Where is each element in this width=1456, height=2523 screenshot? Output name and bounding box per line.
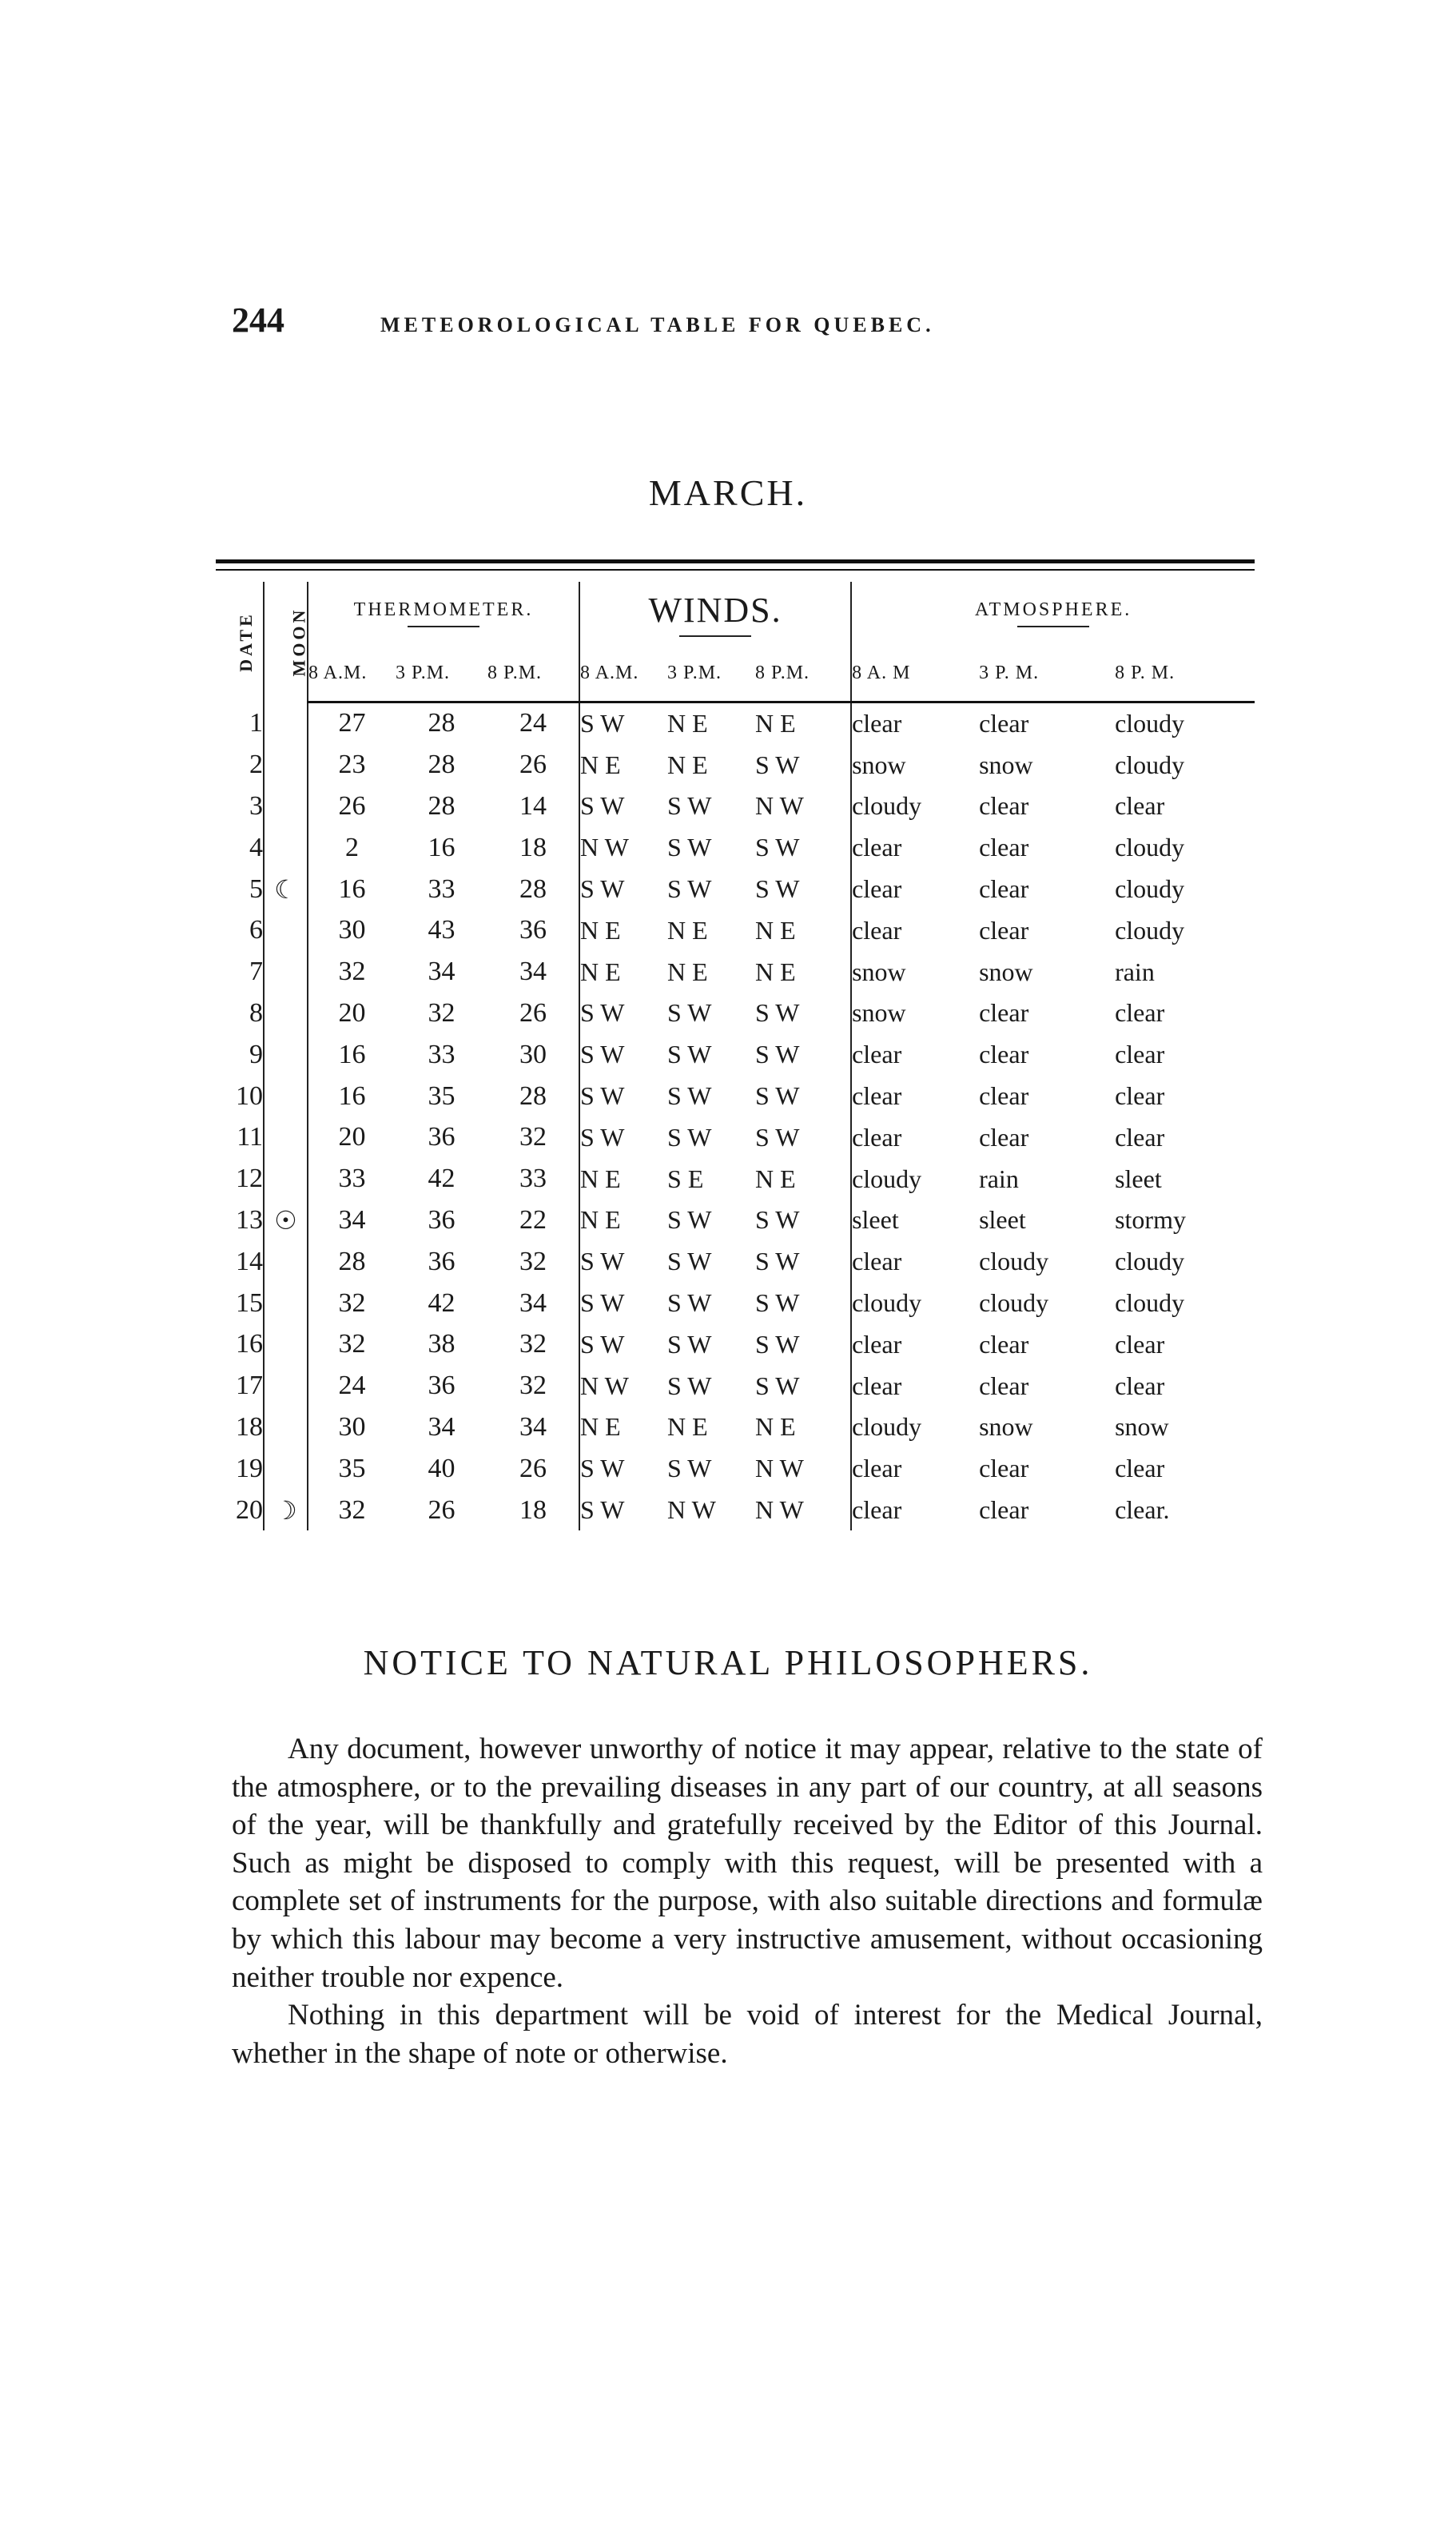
wind-3pm-cell: S E bbox=[667, 1164, 704, 1193]
wind-3pm-cell: S W bbox=[667, 1040, 712, 1069]
atm-3pm-cell: clear bbox=[979, 1081, 1029, 1111]
wind-8pm-cell: S W bbox=[755, 1283, 851, 1324]
therm-3pm-cell: 33 bbox=[428, 1039, 455, 1069]
wind-8am-cell: S W bbox=[580, 791, 625, 821]
atm-8pm-cell: cloudy bbox=[1115, 708, 1185, 738]
therm-8am-cell: 35 bbox=[338, 1453, 366, 1483]
atm-8am-cell: cloudy bbox=[852, 791, 922, 821]
wind-8pm-cell: N E bbox=[755, 702, 851, 744]
atm-8pm-cell: clear bbox=[1115, 1329, 1165, 1359]
notice-paragraph-1: Any document, however unworthy of notice it may appear, relative to the state of the atmosphere, or to the prevailing diseases in any part of our country, at all seasons of the year, will be thankfully and gratefully received by the Editor of this Journal. Such as might be disposed to comply with this request, will be presented with a complete set of instruments for the purpose, with also suitable directions and formulæ by which this labour may become a very instructive amusement, without occasioning neither trouble nor expence. bbox=[232, 1733, 1263, 1994]
moon-cell bbox=[264, 1158, 308, 1200]
therm-8pm-cell: 34 bbox=[487, 951, 579, 993]
atm-3pm-cell: sleet bbox=[979, 1205, 1026, 1235]
atm-8am-cell: snow bbox=[852, 998, 906, 1028]
atm-8am-cell: clear bbox=[852, 1247, 902, 1276]
table-row bbox=[216, 786, 1255, 827]
atm-8am-cell: sleet bbox=[852, 1205, 899, 1235]
date-cell: 20 bbox=[216, 1490, 264, 1531]
atm-8am-cell: snow bbox=[852, 750, 906, 779]
atm-3pm-cell: clear bbox=[979, 1040, 1029, 1069]
wind-3pm-cell: S W bbox=[667, 1081, 712, 1111]
date-cell: 9 bbox=[216, 1034, 264, 1076]
atm-3pm-cell: clear bbox=[979, 708, 1029, 738]
therm-8am-cell: 27 bbox=[338, 708, 366, 738]
wind-8am-cell: N E bbox=[580, 1412, 621, 1442]
wind-3pm-cell: S W bbox=[667, 1329, 712, 1359]
therm-3pm-cell: 42 bbox=[428, 1287, 455, 1318]
atm-8pm-cell: clear bbox=[1115, 1371, 1165, 1400]
atm-3pm-cell: snow bbox=[979, 750, 1033, 779]
therm-8pm-cell: 22 bbox=[487, 1200, 579, 1241]
moon-cell bbox=[264, 1448, 308, 1490]
therm-8pm-cell: 32 bbox=[487, 1241, 579, 1283]
atm-8pm-cell: cloudy bbox=[1115, 1288, 1185, 1318]
notice-title: NOTICE TO NATURAL PHILOSOPHERS. bbox=[363, 1643, 1093, 1682]
therm-3pm-cell: 32 bbox=[428, 997, 455, 1028]
atm-8am-cell: clear bbox=[852, 1122, 902, 1152]
wind-8am-cell: S W bbox=[580, 1081, 625, 1111]
atm-8pm-cell: clear bbox=[1115, 791, 1165, 821]
wind-3pm-cell: S W bbox=[667, 1205, 712, 1235]
page-number: 244 bbox=[232, 300, 284, 340]
therm-3pm-cell: 42 bbox=[428, 1164, 455, 1194]
wind-8pm-cell: N E bbox=[755, 1158, 851, 1200]
wind-3pm-cell: S W bbox=[667, 791, 712, 821]
table-row bbox=[216, 869, 1255, 910]
table-row bbox=[216, 1241, 1255, 1283]
therm-8pm-cell: 28 bbox=[487, 1076, 579, 1117]
winds-head: WINDS. bbox=[579, 582, 851, 646]
date-cell: 6 bbox=[216, 909, 264, 951]
wind-8am-cell: S W bbox=[580, 1329, 625, 1359]
wind-3pm-cell: N E bbox=[667, 708, 708, 738]
therm-8pm-cell: 34 bbox=[487, 1407, 579, 1448]
date-cell: 17 bbox=[216, 1365, 264, 1407]
wind-8am-cell: S W bbox=[580, 1040, 625, 1069]
moon-cell bbox=[264, 827, 308, 869]
date-cell: 8 bbox=[216, 993, 264, 1034]
therm-8am-cell: 23 bbox=[338, 750, 366, 780]
wind-8pm-cell: S W bbox=[755, 744, 851, 786]
therm-8pm-cell: 24 bbox=[487, 702, 579, 744]
table-row bbox=[216, 909, 1255, 951]
table-row bbox=[216, 1034, 1255, 1076]
wind-8pm-cell: S W bbox=[755, 1241, 851, 1283]
atm-8pm-cell: clear bbox=[1115, 998, 1165, 1028]
wind-8am-cell: S W bbox=[580, 998, 625, 1028]
date-cell: 11 bbox=[216, 1116, 264, 1158]
therm-3pm-cell: 35 bbox=[428, 1080, 455, 1111]
date-cell: 1 bbox=[216, 702, 264, 744]
therm-3pm-cell: 16 bbox=[428, 832, 455, 862]
therm-3pm-cell: 36 bbox=[428, 1204, 455, 1235]
date-cell: 15 bbox=[216, 1283, 264, 1324]
therm-8am-cell: 2 bbox=[345, 832, 359, 862]
wind-3pm-head: 3 P.M. bbox=[667, 646, 755, 702]
running-title: METEOROLOGICAL TABLE FOR QUEBEC. bbox=[380, 313, 935, 336]
wind-8pm-cell: N E bbox=[755, 1407, 851, 1448]
atm-3pm-cell: clear bbox=[979, 915, 1029, 945]
atm-8pm-cell: clear bbox=[1115, 1040, 1165, 1069]
date-cell: 10 bbox=[216, 1076, 264, 1117]
date-cell: 13 bbox=[216, 1200, 264, 1241]
date-cell: 19 bbox=[216, 1448, 264, 1490]
wind-8pm-cell: S W bbox=[755, 1076, 851, 1117]
therm-8pm-cell: 18 bbox=[487, 827, 579, 869]
atm-8pm-cell: sleet bbox=[1115, 1164, 1162, 1193]
date-cell: 16 bbox=[216, 1323, 264, 1365]
atm-3pm-cell: clear bbox=[979, 791, 1029, 821]
therm-8pm-cell: 34 bbox=[487, 1283, 579, 1324]
wind-3pm-cell: S W bbox=[667, 1288, 712, 1318]
therm-8pm-cell: 32 bbox=[487, 1365, 579, 1407]
wind-3pm-cell: N E bbox=[667, 1412, 708, 1442]
therm-3pm-cell: 33 bbox=[428, 873, 455, 904]
wind-3pm-cell: N E bbox=[667, 750, 708, 779]
atm-8pm-cell: cloudy bbox=[1115, 1247, 1185, 1276]
wind-8pm-head: 8 P.M. bbox=[755, 646, 851, 702]
table-top-rule-thin bbox=[216, 569, 1255, 571]
atm-8am-cell: clear bbox=[852, 874, 902, 904]
wind-8pm-cell: N E bbox=[755, 951, 851, 993]
wind-8pm-cell: N W bbox=[755, 1448, 851, 1490]
therm-3pm-cell: 40 bbox=[428, 1453, 455, 1483]
atm-8am-cell: clear bbox=[852, 915, 902, 945]
wind-8am-cell: S W bbox=[580, 1495, 625, 1525]
wind-8am-cell: S W bbox=[580, 1247, 625, 1276]
wind-8am-cell: N E bbox=[580, 957, 621, 986]
table-row bbox=[216, 827, 1255, 869]
atm-8am-cell: cloudy bbox=[852, 1164, 922, 1193]
atm-8pm-cell: cloudy bbox=[1115, 750, 1185, 779]
wind-3pm-cell: S W bbox=[667, 874, 712, 904]
table-row bbox=[216, 1116, 1255, 1158]
moon-cell bbox=[264, 951, 308, 993]
therm-3pm-cell: 26 bbox=[428, 1494, 455, 1525]
moon-cell bbox=[264, 702, 308, 744]
table-row bbox=[216, 702, 1255, 744]
wind-8pm-cell: N W bbox=[755, 1490, 851, 1531]
table-row bbox=[216, 1323, 1255, 1365]
table-row bbox=[216, 1200, 1255, 1241]
therm-8am-cell: 34 bbox=[338, 1204, 366, 1235]
running-head bbox=[232, 300, 1079, 348]
therm-3pm-cell: 34 bbox=[428, 957, 455, 987]
date-cell: 14 bbox=[216, 1241, 264, 1283]
therm-8am-cell: 30 bbox=[338, 915, 366, 945]
atm-8am-cell: clear bbox=[852, 1454, 902, 1483]
therm-3pm-cell: 36 bbox=[428, 1122, 455, 1152]
atm-3pm-cell: clear bbox=[979, 1371, 1029, 1400]
therm-8am-cell: 20 bbox=[338, 997, 366, 1028]
atm-8pm-cell: cloudy bbox=[1115, 874, 1185, 904]
wind-8am-cell: S W bbox=[580, 1454, 625, 1483]
table-row bbox=[216, 1283, 1255, 1324]
table-body bbox=[216, 702, 1255, 1530]
moon-column-head: MOON bbox=[264, 582, 308, 702]
atm-3pm-cell: clear bbox=[979, 874, 1029, 904]
atm-8am-cell: clear bbox=[852, 708, 902, 738]
table-row bbox=[216, 1076, 1255, 1117]
wind-8am-cell: N E bbox=[580, 1205, 621, 1235]
atm-3pm-cell: rain bbox=[979, 1164, 1019, 1193]
moon-cell bbox=[264, 1323, 308, 1365]
table-row bbox=[216, 1158, 1255, 1200]
table-row bbox=[216, 744, 1255, 786]
wind-8pm-cell: S W bbox=[755, 1200, 851, 1241]
therm-8am-cell: 16 bbox=[338, 1039, 366, 1069]
therm-8am-cell: 16 bbox=[338, 873, 366, 904]
wind-8am-head: 8 A.M. bbox=[579, 646, 667, 702]
atm-8am-cell: clear bbox=[852, 1081, 902, 1111]
wind-8am-cell: S W bbox=[580, 874, 625, 904]
therm-8pm-cell: 28 bbox=[487, 869, 579, 910]
atm-3pm-cell: clear bbox=[979, 1329, 1029, 1359]
atm-8am-cell: clear bbox=[852, 1371, 902, 1400]
atm-3pm-cell: clear bbox=[979, 1454, 1029, 1483]
wind-8pm-cell: N E bbox=[755, 909, 851, 951]
therm-8am-cell: 32 bbox=[338, 1287, 366, 1318]
atm-8am-cell: clear bbox=[852, 1495, 902, 1525]
therm-8pm-cell: 18 bbox=[487, 1490, 579, 1531]
therm-8am-cell: 26 bbox=[338, 790, 366, 821]
atm-8am-cell: clear bbox=[852, 1040, 902, 1069]
wind-3pm-cell: N W bbox=[667, 1495, 716, 1525]
therm-8pm-cell: 36 bbox=[487, 909, 579, 951]
atm-3pm-cell: clear bbox=[979, 1495, 1029, 1525]
table-row bbox=[216, 1490, 1255, 1531]
moon-cell bbox=[264, 909, 308, 951]
date-cell: 3 bbox=[216, 786, 264, 827]
table-row bbox=[216, 1448, 1255, 1490]
wind-8pm-cell: S W bbox=[755, 869, 851, 910]
atm-3pm-cell: clear bbox=[979, 833, 1029, 862]
wind-3pm-cell: S W bbox=[667, 833, 712, 862]
wind-8am-cell: S W bbox=[580, 1122, 625, 1152]
atm-8am-cell: clear bbox=[852, 1329, 902, 1359]
thermometer-head: THERMOMETER. bbox=[308, 582, 579, 646]
table-top-rule bbox=[216, 559, 1255, 563]
atm-8am-cell: cloudy bbox=[852, 1288, 922, 1318]
wind-8am-cell: N W bbox=[580, 833, 629, 862]
therm-8am-cell: 16 bbox=[338, 1080, 366, 1111]
wind-3pm-cell: S W bbox=[667, 1122, 712, 1152]
wind-3pm-cell: S W bbox=[667, 998, 712, 1028]
therm-3pm-cell: 36 bbox=[428, 1371, 455, 1401]
atm-8am-head: 8 A. M bbox=[851, 646, 979, 702]
moon-cell bbox=[264, 744, 308, 786]
date-cell: 18 bbox=[216, 1407, 264, 1448]
atm-8pm-cell: clear bbox=[1115, 1454, 1165, 1483]
atm-8pm-head: 8 P. M. bbox=[1115, 646, 1255, 702]
atm-8pm-cell: clear bbox=[1115, 1122, 1165, 1152]
date-cell: 7 bbox=[216, 951, 264, 993]
atm-8am-cell: snow bbox=[852, 957, 906, 986]
wind-8pm-cell: N W bbox=[755, 786, 851, 827]
moon-cell bbox=[264, 1283, 308, 1324]
atm-8pm-cell: cloudy bbox=[1115, 833, 1185, 862]
therm-8pm-cell: 26 bbox=[487, 993, 579, 1034]
therm-3pm-cell: 34 bbox=[428, 1411, 455, 1442]
atm-3pm-cell: snow bbox=[979, 957, 1033, 986]
moon-cell bbox=[264, 993, 308, 1034]
wind-8pm-cell: S W bbox=[755, 1365, 851, 1407]
moon-cell bbox=[264, 1116, 308, 1158]
therm-8pm-cell: 30 bbox=[487, 1034, 579, 1076]
date-cell: 12 bbox=[216, 1158, 264, 1200]
atm-3pm-cell: clear bbox=[979, 998, 1029, 1028]
wind-8pm-cell: S W bbox=[755, 1116, 851, 1158]
date-column-head: DATE bbox=[216, 582, 264, 702]
therm-8am-head: 8 A.M. bbox=[308, 646, 396, 702]
meteorological-table bbox=[216, 582, 1255, 1530]
atm-8pm-cell: stormy bbox=[1115, 1205, 1186, 1235]
wind-8am-cell: N E bbox=[580, 1164, 621, 1193]
therm-8am-cell: 32 bbox=[338, 957, 366, 987]
wind-8pm-cell: S W bbox=[755, 1323, 851, 1365]
therm-8am-cell: 24 bbox=[338, 1371, 366, 1401]
therm-8am-cell: 33 bbox=[338, 1164, 366, 1194]
notice-body bbox=[232, 1730, 1263, 2072]
wind-8pm-cell: S W bbox=[755, 827, 851, 869]
therm-3pm-head: 3 P.M. bbox=[396, 646, 487, 702]
wind-8am-cell: N W bbox=[580, 1371, 629, 1400]
therm-8am-cell: 32 bbox=[338, 1329, 366, 1359]
wind-3pm-cell: S W bbox=[667, 1371, 712, 1400]
therm-8pm-cell: 14 bbox=[487, 786, 579, 827]
therm-8pm-cell: 33 bbox=[487, 1158, 579, 1200]
moon-cell bbox=[264, 1407, 308, 1448]
atm-3pm-head: 3 P. M. bbox=[979, 646, 1115, 702]
moon-cell: ☾ bbox=[264, 869, 308, 910]
moon-cell: ☉ bbox=[264, 1200, 308, 1241]
moon-cell bbox=[264, 1076, 308, 1117]
atm-8pm-cell: clear bbox=[1115, 1081, 1165, 1111]
date-cell: 2 bbox=[216, 744, 264, 786]
wind-3pm-cell: N E bbox=[667, 957, 708, 986]
atm-8pm-cell: cloudy bbox=[1115, 915, 1185, 945]
wind-3pm-cell: N E bbox=[667, 915, 708, 945]
therm-3pm-cell: 36 bbox=[428, 1246, 455, 1276]
therm-8am-cell: 20 bbox=[338, 1122, 366, 1152]
therm-8pm-cell: 26 bbox=[487, 1448, 579, 1490]
atm-8am-cell: cloudy bbox=[852, 1412, 922, 1442]
date-cell: 5 bbox=[216, 869, 264, 910]
wind-8pm-cell: S W bbox=[755, 993, 851, 1034]
table-row bbox=[216, 951, 1255, 993]
therm-3pm-cell: 38 bbox=[428, 1329, 455, 1359]
wind-8am-cell: S W bbox=[580, 1288, 625, 1318]
table-row bbox=[216, 1365, 1255, 1407]
atm-8pm-cell: clear. bbox=[1115, 1495, 1170, 1525]
therm-8pm-cell: 32 bbox=[487, 1116, 579, 1158]
therm-8pm-cell: 26 bbox=[487, 744, 579, 786]
therm-3pm-cell: 28 bbox=[428, 750, 455, 780]
therm-8pm-head: 8 P.M. bbox=[487, 646, 579, 702]
moon-cell bbox=[264, 1034, 308, 1076]
atm-3pm-cell: snow bbox=[979, 1412, 1033, 1442]
atm-8am-cell: clear bbox=[852, 833, 902, 862]
therm-8pm-cell: 32 bbox=[487, 1323, 579, 1365]
wind-3pm-cell: S W bbox=[667, 1247, 712, 1276]
therm-8am-cell: 28 bbox=[338, 1246, 366, 1276]
table-row bbox=[216, 1407, 1255, 1448]
moon-cell bbox=[264, 786, 308, 827]
moon-cell bbox=[264, 1365, 308, 1407]
therm-3pm-cell: 43 bbox=[428, 915, 455, 945]
atm-3pm-cell: cloudy bbox=[979, 1247, 1049, 1276]
atm-3pm-cell: clear bbox=[979, 1122, 1029, 1152]
moon-cell bbox=[264, 1241, 308, 1283]
moon-cell: ☽ bbox=[264, 1490, 308, 1531]
date-cell: 4 bbox=[216, 827, 264, 869]
wind-8am-cell: N E bbox=[580, 915, 621, 945]
table-row bbox=[216, 993, 1255, 1034]
atmosphere-head: ATMOSPHERE. bbox=[851, 582, 1255, 646]
atm-8pm-cell: rain bbox=[1115, 957, 1155, 986]
wind-8am-cell: N E bbox=[580, 750, 621, 779]
therm-8am-cell: 32 bbox=[338, 1494, 366, 1525]
month-title: MARCH. bbox=[648, 472, 808, 513]
wind-8pm-cell: S W bbox=[755, 1034, 851, 1076]
atm-3pm-cell: cloudy bbox=[979, 1288, 1049, 1318]
notice-paragraph-2: Nothing in this department will be void of interest for the Medical Journal, whether in the shape of note or otherwise. bbox=[232, 1999, 1263, 2070]
wind-3pm-cell: S W bbox=[667, 1454, 712, 1483]
therm-3pm-cell: 28 bbox=[428, 708, 455, 738]
therm-3pm-cell: 28 bbox=[428, 790, 455, 821]
atm-8pm-cell: snow bbox=[1115, 1412, 1169, 1442]
therm-8am-cell: 30 bbox=[338, 1411, 366, 1442]
wind-8am-cell: S W bbox=[580, 708, 625, 738]
